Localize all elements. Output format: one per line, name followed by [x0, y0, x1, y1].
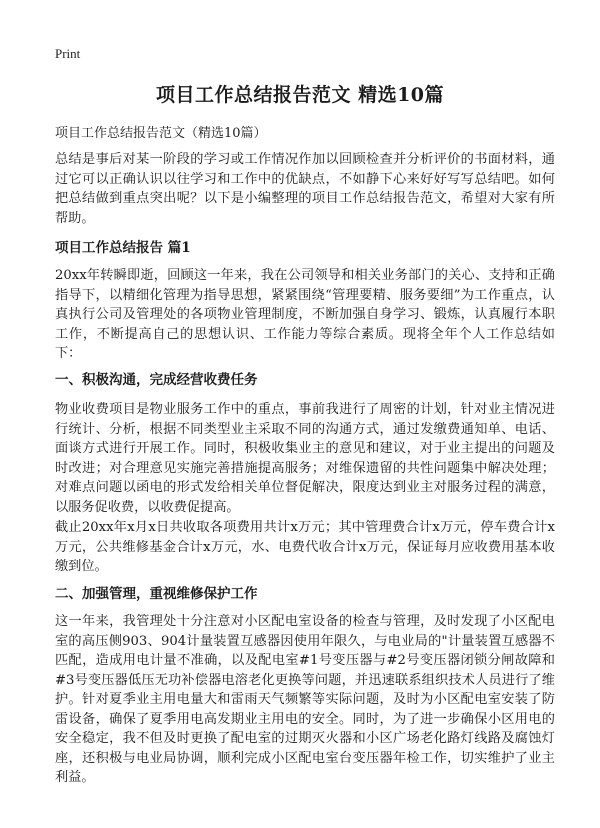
intro-paragraph: 总结是事后对某一阶段的学习或工作情况作加以回顾检查并分析评价的书面材料，通过它可以正确认识以往学习和工作中的优缺点，不如静下心来好好写写总结吧。如何把总结做到重点突出呢？以下是小编整理的项目工作总结报告范文，希望对大家有所帮助。: [55, 152, 555, 226]
document-title: 项目工作总结报告范文 精选10篇: [155, 84, 445, 106]
document-subtitle: 项目工作总结报告范文（精选10篇）: [55, 126, 267, 141]
opening-paragraph: 20xx年转瞬即逝，回顾这一年来，我在公司领导和相关业务部门的关心、支持和正确指导下，以精细化管理为指导思想，紧紧围绕“管理要精、服务要细”为工作重点，认真执行公司及管理处的各项物业管理制度，不断加强自身学习、锻炼，认真履行本职工作，不断提高自己的思想认识、工作能力等综合素质。现将全年个人工作总结如下：: [55, 268, 555, 361]
section2-paragraph-1: 这一年来，我管理处十分注意对小区配电室设备的检查与管理，及时发现了小区配电室的高压侧903、904计量装置互感器因使用年限久，与电业局的"计量装置互感器不匹配，造成用电计量不准确，以及配电室#1号变压器与#2号变压器闭锁分闸故障和#3号变压器低压无功补偿器电溶老化更换等问题，并迅速联系组织技术人员进行了维护。针对夏季业主用电量大和雷雨天气频繁等实际问题，及时为小区配电室安装了防雷设备，确保了夏季用电高发期业主用电的安全。同时，为了进一步确保小区用电的安全稳定，我不但及时更换了配电室的过期灭火器和小区广场老化路灯线路及腐蚀灯座，还积极与电业局协调，顺利完成小区配电室台变压器年检工作，切实维护了业主利益。: [55, 614, 555, 785]
section1-heading: 一、积极沟通，完成经营收费任务: [55, 372, 258, 388]
print-link[interactable]: Print: [55, 46, 81, 61]
section2-heading: 二、加强管理，重视维修保护工作: [55, 586, 258, 602]
section1-paragraph-1: 物业收费项目是物业服务工作中的重点，事前我进行了周密的计划，针对业主情况进行统计、分析，根据不同类型业主采取不同的沟通方式，通过发缴费通知单、电话、面谈方式进行开展工作。同时，积极收集业主的意见和建议，对于业主提出的问题及时改进；对合理意见实施完善措施提高服务；对维保遗留的共性问题集中解决处理；对难点问题以函电的形式发给相关单位督促解决，限度达到业主对服务过程的满意，以服务促收费，以收费促提高。: [55, 402, 555, 515]
section1-paragraph-2: 截止20xx年x月x日共收取各项费用共计x万元；其中管理费合计x万元，停车费合计x万元，公共维修基金合计x万元，水、电费代收合计x万元，保证每月应收费用基本收缴到位。: [55, 520, 555, 574]
article-heading: 项目工作总结报告 篇1: [55, 240, 191, 256]
